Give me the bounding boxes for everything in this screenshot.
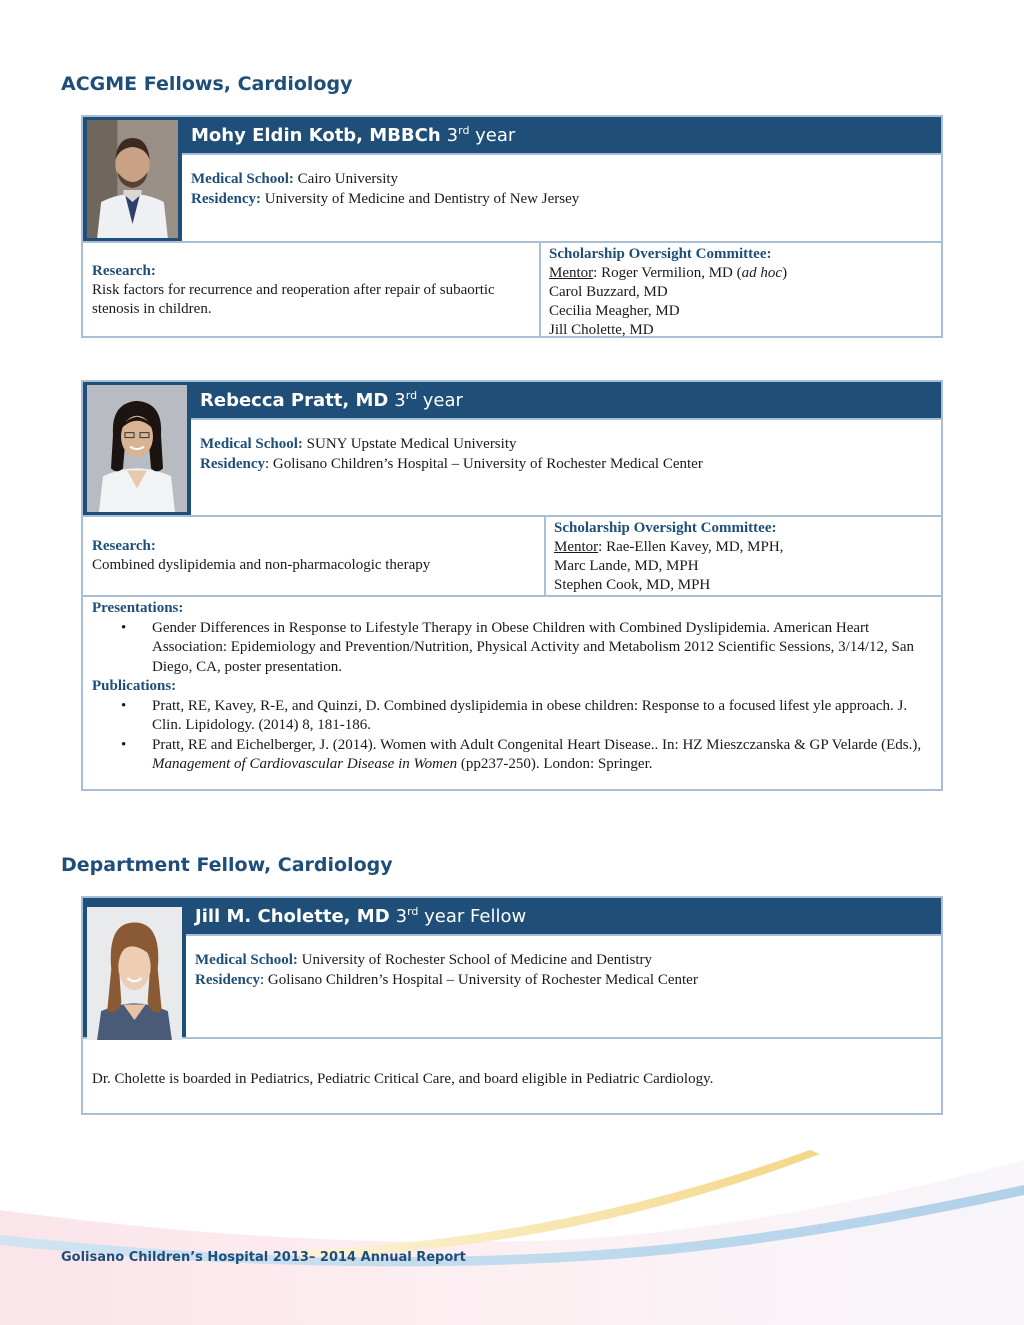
research-text: Combined dyslipidemia and non-pharmacologic therapy: [92, 557, 431, 573]
fellow-photo-cholette: [87, 907, 182, 1040]
committee-member: Marc Lande, MD, MPH: [554, 558, 699, 574]
research-text: Risk factors for recurrence and reoperation after repair of subaortic stenosis in children.: [92, 282, 495, 317]
research-cell: [83, 517, 546, 595]
committee-member: Stephen Cook, MD, MPH: [554, 577, 711, 593]
fellow-name: Jill M. Cholette, MD: [195, 905, 390, 927]
fellow-name: Mohy Eldin Kotb, MBBCh: [191, 124, 441, 146]
committee-member: Jill Cholette, MD: [549, 322, 654, 338]
mentor-label: Mentor: [554, 539, 599, 555]
fellow-name-bar: [191, 382, 941, 420]
fellow-year: 3rd year: [394, 389, 463, 411]
residency-value: University of Medicine and Dentistry of New Jersey: [261, 191, 580, 207]
fellow-card-kotb: [81, 115, 943, 338]
footer-report-title: Golisano Children’s Hospital 2013– 2014 Annual Report: [61, 1250, 466, 1265]
mentor-name: : Roger Vermilion, MD (: [593, 265, 742, 281]
mentor-name: : Rae-Ellen Kavey, MD, MPH,: [598, 539, 784, 555]
mentor-close: ): [782, 265, 788, 281]
residency-label: Residency: [195, 972, 260, 988]
medical-school-value: SUNY Upstate Medical University: [302, 436, 517, 452]
mentor-label: Mentor: [549, 265, 594, 281]
research-label: Research:: [92, 538, 156, 554]
fellow-photo-pratt: [87, 385, 187, 512]
fellow-education: [186, 936, 941, 990]
section-title-department: Department Fellow, Cardiology: [61, 854, 393, 876]
fellow-photo-kotb: [87, 120, 178, 238]
oversight-committee-cell: [541, 243, 795, 338]
fellow-note: Dr. Cholette is boarded in Pediatrics, Pediatric Critical Care, and board eligible in Pediatric Cardiology.: [92, 1071, 714, 1087]
fellow-name-bar: [186, 898, 941, 936]
medical-school-label: Medical School:: [200, 436, 303, 452]
fellow-name-bar: [182, 117, 941, 155]
presentations-publications: [83, 595, 941, 793]
fellow-year: 3rd year: [446, 124, 516, 146]
medical-school-label: Medical School:: [195, 952, 298, 968]
research-cell: [83, 243, 541, 338]
committee-label: Scholarship Oversight Committee:: [554, 520, 777, 536]
committee-member: Cecilia Meagher, MD: [549, 303, 680, 319]
publication-item: • Pratt, RE, Kavey, R-E, and Quinzi, D. Combined dyslipidemia in obese children: Response to a focused lifest yle approach. J. Clin. Lipidology. (2014) 8, 181-186.: [152, 697, 932, 736]
presentations-label: Presentations:: [92, 600, 184, 616]
fellow-year: 3rd year Fellow: [395, 905, 527, 927]
fellow-card-cholette: [81, 896, 943, 1115]
residency-label: Residency: [200, 456, 265, 472]
section-title-acgme: ACGME Fellows, Cardiology: [61, 73, 353, 95]
fellow-photo-frame: [83, 117, 182, 241]
residency-value: : Golisano Children’s Hospital – University of Rochester Medical Center: [265, 456, 703, 472]
residency-label: Residency:: [191, 191, 261, 207]
residency-value: : Golisano Children’s Hospital – University of Rochester Medical Center: [260, 972, 698, 988]
medical-school-label: Medical School:: [191, 171, 294, 187]
footer-swoosh: [0, 1140, 1024, 1325]
publications-list: [92, 697, 932, 775]
research-label: Research:: [92, 263, 156, 279]
fellow-name: Rebecca Pratt, MD: [200, 389, 389, 411]
mentor-note: ad hoc: [741, 265, 783, 281]
fellow-education: [182, 155, 941, 209]
presentations-list: [92, 619, 932, 678]
fellow-photo-frame: [83, 382, 191, 515]
presentation-item: • Gender Differences in Response to Lifestyle Therapy in Obese Children with Combined Dyslipidemia. American Heart Association: Epidemiology and Prevention/Nutrition, Physical Activity and Metabolism 2012 Scientific Sessions, 3/14/12, San Diego, CA, poster presentation.: [152, 619, 932, 678]
fellow-card-pratt: [81, 380, 943, 791]
medical-school-value: University of Rochester School of Medicine and Dentistry: [297, 952, 652, 968]
fellow-education: [191, 420, 941, 474]
committee-label: Scholarship Oversight Committee:: [549, 246, 772, 262]
committee-member: Carol Buzzard, MD: [549, 284, 668, 300]
fellow-photo-frame: [83, 898, 186, 1037]
publications-label: Publications:: [92, 678, 177, 694]
oversight-committee-cell: [546, 517, 791, 595]
publication-item: • Pratt, RE and Eichelberger, J. (2014). Women with Adult Congenital Heart Disease.. In: HZ Mieszczanska & GP Velarde (Eds.), Management of Cardiovascular Disease in Women (pp237-250). London: Springer.: [152, 736, 932, 775]
medical-school-value: Cairo University: [293, 171, 399, 187]
